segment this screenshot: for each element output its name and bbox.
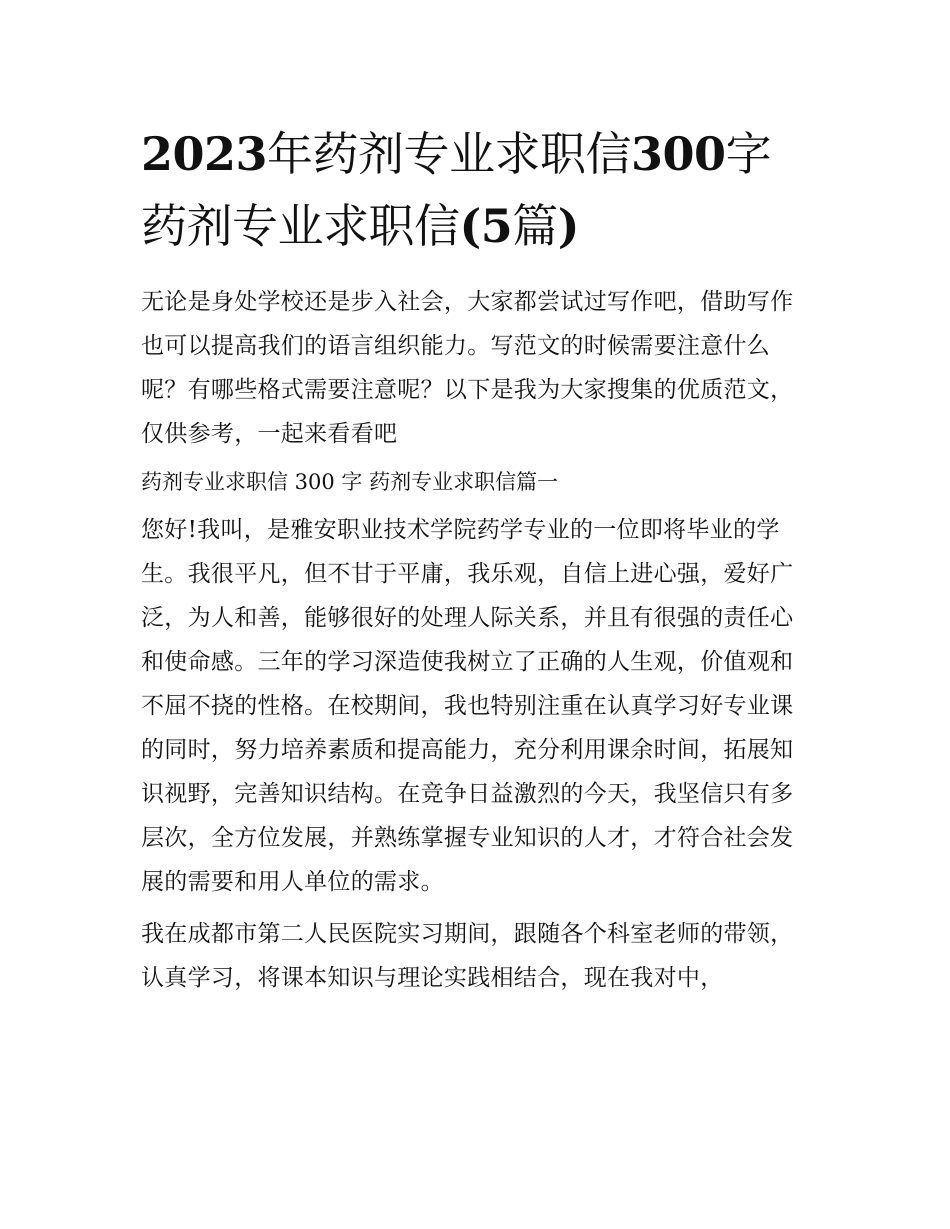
title-count-open: (5: [459, 199, 513, 253]
document-page: [141, 118, 813, 1000]
title-year: 2023: [141, 127, 268, 181]
document-title-line-1: [141, 118, 813, 190]
intro-paragraph: 无论是身处学校还是步入社会，大家都尝试过写作吧，借助写作也可以提高我们的语言组织能力。写范文的时候需要注意什么呢？有哪些格式需要注意呢？以下是我为大家搜集的优质范文，仅供参考，一起来看看吧: [141, 289, 794, 447]
title-text-1: 年药剂专业求职信: [267, 127, 632, 181]
letter-paragraph-1: 您好!我叫，是雅安职业技术学院药学专业的一位即将毕业的学生。我很平凡，但不甘于平庸，我乐观，自信上进心强，爱好广泛，为人和善，能够很好的处理人际关系，并且有很强的责任心和使命感。三年的学习深造使我树立了正确的人生观，价值观和不屈不挠的性格。在校期间，我也特别注重在认真学习好专业课的同时，努力培养素质和提高能力，充分利用课余时间，拓展知识视野，完善知识结构。在竞争日益激烈的今天，我坚信只有多层次，全方位发展，并熟练掌握专业知识的人才，才符合社会发展的需要和用人单位的需求。: [141, 517, 794, 895]
title-number: 300: [631, 127, 726, 181]
title-text-3: 药剂专业求职信: [141, 199, 460, 253]
letter-paragraph-2: 我在成都市第二人民医院实习期间，跟随各个科室老师的带领，认真学习，将课本知识与理论实践相结合，现在我对中，: [141, 921, 794, 991]
section-heading: 药剂专业求职信 300 字 药剂专业求职信篇一: [141, 470, 559, 494]
document-title-line-2: [141, 190, 813, 262]
title-text-4: 篇: [512, 199, 558, 253]
title-count-close: ): [557, 199, 580, 253]
title-text-2: 字: [725, 127, 772, 181]
